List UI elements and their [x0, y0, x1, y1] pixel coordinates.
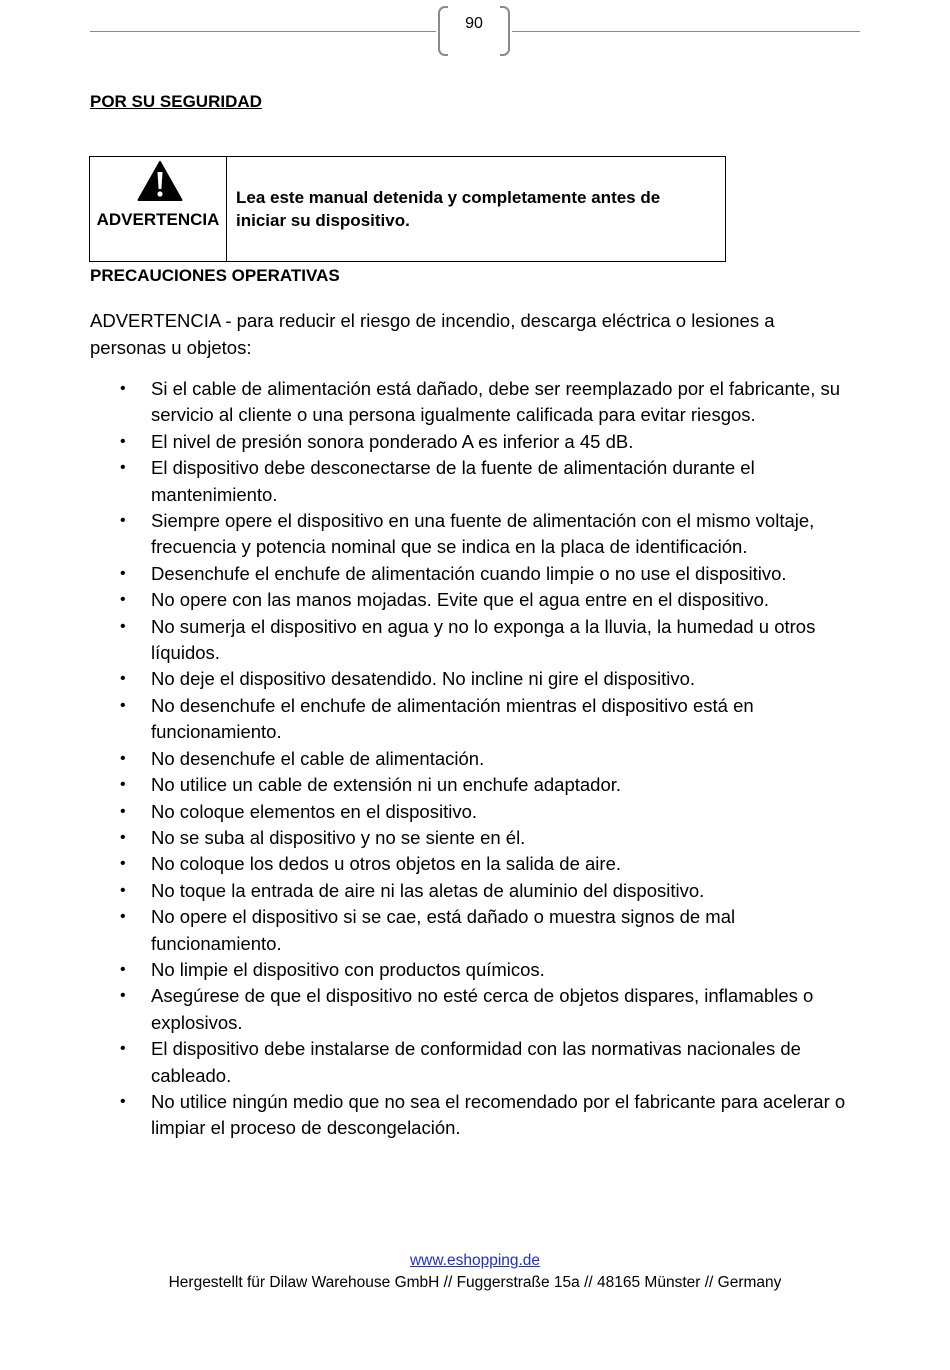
- bullet-dot: •: [120, 696, 126, 714]
- list-item-text: No opere el dispositivo si se cae, está dañado o muestra signos de mal funcionamiento.: [151, 906, 736, 954]
- list-item-text: No desenchufe el cable de alimentación.: [151, 747, 485, 769]
- list-item-text: No utilice un cable de extensión ni un enchufe adaptador.: [151, 774, 622, 796]
- page-number: 90: [465, 15, 483, 32]
- list-item: [90, 772, 850, 798]
- list-item: [90, 825, 850, 851]
- list-item-text: Si el cable de alimentación está dañado, debe ser reemplazado por el fabricante, su servicio al cliente o una persona igualmente calificada para evitar riesgos.: [151, 378, 841, 426]
- list-item: [90, 455, 850, 508]
- list-item: [90, 587, 850, 613]
- list-item-text: No desenchufe el enchufe de alimentación mientras el dispositivo está en funcionamiento.: [151, 694, 754, 743]
- bullet-dot: •: [120, 1040, 126, 1058]
- bullet-dot: •: [120, 776, 126, 794]
- list-item: [90, 878, 850, 904]
- bullet-dot: •: [120, 459, 126, 477]
- manufacturer-address: Hergestellt für Dilaw Warehouse GmbH // Fuggerstraße 15a // 48165 Münster // Germany: [168, 1274, 782, 1291]
- list-item: [90, 693, 850, 746]
- list-item: [90, 614, 850, 667]
- list-item: [90, 666, 850, 692]
- list-item: [90, 851, 850, 877]
- list-item: [90, 799, 850, 825]
- bullet-dot: •: [120, 828, 126, 846]
- header-rule-right: [512, 31, 860, 32]
- list-item-text: No utilice ningún medio que no sea el recomendado por el fabricante para acelerar o limpiar el proceso de descongelación.: [151, 1090, 846, 1139]
- list-item-text: No sumerja el dispositivo en agua y no lo exponga a la lluvia, la humedad u otros líquidos.: [151, 615, 816, 664]
- list-item-text: No deje el dispositivo desatendido. No incline ni gire el dispositivo.: [151, 668, 696, 690]
- bullet-dot: •: [120, 749, 126, 767]
- list-item: [90, 561, 850, 587]
- list-item-text: No limpie el dispositivo con productos químicos.: [151, 958, 545, 980]
- section-title: POR SU SEGURIDAD: [90, 92, 262, 111]
- bullet-dot: •: [120, 432, 126, 450]
- intro-paragraph: ADVERTENCIA - para reducir el riesgo de incendio, descarga eléctrica o lesiones a personas u objetos:: [90, 310, 775, 358]
- warning-triangle-icon: [137, 160, 183, 202]
- bullet-dot: •: [120, 908, 126, 926]
- bullet-dot: •: [120, 564, 126, 582]
- header-rule-left: [90, 31, 436, 32]
- list-item-text: Siempre opere el dispositivo en una fuente de alimentación con el mismo voltaje, frecuencia y potencia nominal que se indica en la placa de identificación.: [151, 510, 815, 558]
- list-item-text: No coloque elementos en el dispositivo.: [151, 800, 477, 822]
- subheading: PRECAUCIONES OPERATIVAS: [90, 266, 340, 285]
- bullet-dot: •: [120, 855, 126, 873]
- warning-box: [89, 156, 726, 262]
- warning-text: Lea este manual detenida y completamente antes de iniciar su dispositivo.: [236, 188, 661, 230]
- list-item: [90, 904, 850, 957]
- bullet-dot: •: [120, 987, 126, 1005]
- warning-label: ADVERTENCIA: [96, 210, 220, 229]
- bullet-dot: •: [120, 617, 126, 635]
- website-link[interactable]: www.eshopping.de: [409, 1252, 541, 1269]
- list-item: [90, 429, 850, 455]
- list-item-text: No toque la entrada de aire ni las aletas de aluminio del dispositivo.: [151, 879, 705, 901]
- list-item-text: El dispositivo debe desconectarse de la fuente de alimentación durante el mantenimiento.: [151, 457, 755, 505]
- list-item: [90, 957, 850, 983]
- bullet-dot: •: [120, 802, 126, 820]
- list-item: [90, 1089, 850, 1142]
- page-number-badge: [438, 6, 510, 56]
- bullet-dot: •: [120, 1092, 126, 1110]
- list-item-text: Desenchufe el enchufe de alimentación cuando limpie o no use el dispositivo.: [151, 562, 787, 584]
- bullet-dot: •: [120, 591, 126, 609]
- bullet-dot: •: [120, 512, 126, 530]
- bullet-dot: •: [120, 380, 126, 397]
- list-item: [90, 746, 850, 772]
- bullet-dot: •: [120, 670, 126, 688]
- list-item-text: No opere con las manos mojadas. Evite que el agua entre en el dispositivo.: [151, 589, 770, 611]
- list-item-text: El dispositivo debe instalarse de conformidad con las normativas nacionales de cableado.: [151, 1038, 801, 1086]
- list-item-text: No coloque los dedos u otros objetos en la salida de aire.: [151, 853, 621, 875]
- list-item: [90, 508, 850, 561]
- list-item-text: El nivel de presión sonora ponderado A es inferior a 45 dB.: [151, 430, 634, 452]
- list-item-text: Asegúrese de que el dispositivo no esté cerca de objetos dispares, inflamables o explosivos.: [151, 985, 814, 1033]
- list-item: [90, 983, 850, 1036]
- list-item: [90, 1036, 850, 1089]
- bullet-dot: •: [120, 960, 126, 978]
- precautions-list: [90, 376, 850, 1142]
- bullet-dot: •: [120, 881, 126, 899]
- list-item: [90, 376, 850, 429]
- warning-label-cell: [90, 157, 227, 261]
- list-item-text: No se suba al dispositivo y no se siente en él.: [151, 826, 526, 848]
